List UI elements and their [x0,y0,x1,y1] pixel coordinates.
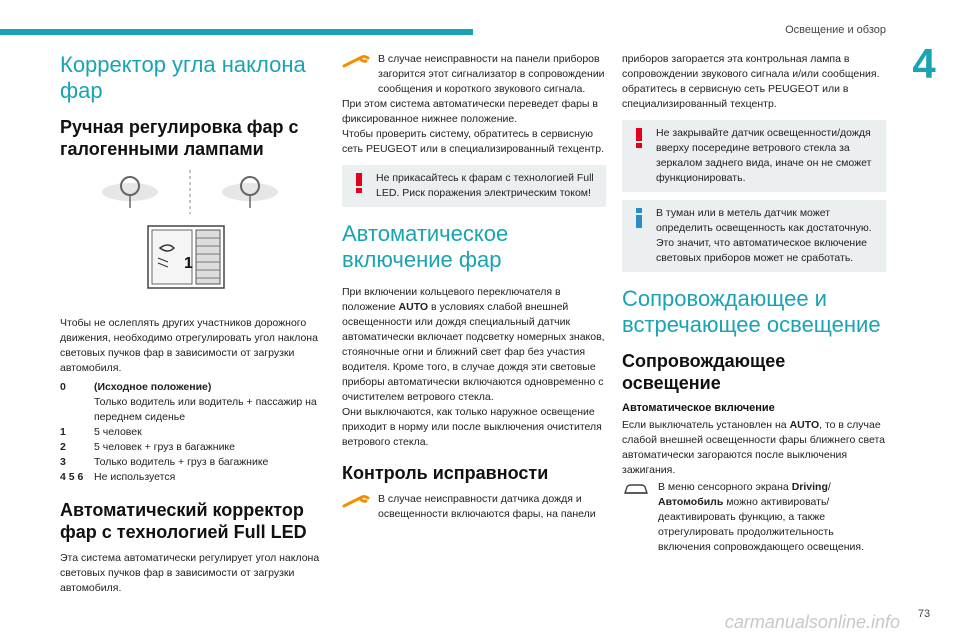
warning-icon [352,173,366,193]
column-1 [60,52,324,596]
legend-text: 5 человек [94,426,142,438]
info-text: В туман или в метель датчик может определить освещенность как достаточную. Это значит, что автоматическое включение световых приборов может не сработать. [656,207,872,264]
auto-activation-heading: Автоматическое включение [622,402,775,414]
legend-key: 3 [60,456,66,468]
control-block [342,492,606,522]
wrench-icon [342,54,370,68]
headlamp-figure [60,168,324,308]
auto-lights-text-2: Они выключаются, как только наружное освещение приходит в норму или после выключения очистителя ветрового стекла. [342,406,602,448]
fault-text-2: При этом система автоматически переведет фары в фиксированное нижнее положение. [342,98,598,125]
legend-item [60,380,324,425]
wrench-icon [342,494,370,508]
menu-text: В меню сенсорного экрана Driving/Автомобиль можно активировать/деактивировать функцию, а также отрегулировать продолжительность включения сопровождающего освещения. [658,481,864,553]
fault-text: В случае неисправности на панели приборов загорится этот сигнализатор в сопровождении сообщения и короткого звукового сигнала. [378,53,605,95]
column-2 [342,52,606,522]
warning-icon [632,128,646,148]
running-head: Освещение и обзор [785,24,886,36]
subsection-auto-corrector: Автоматический корректор фар с технологией Full LED [60,500,307,542]
legend-item [60,455,324,470]
info-icon [632,208,646,228]
load-legend [60,380,324,485]
fault-block [342,52,606,97]
auto-activation-text: Если выключатель установлен на AUTO, то в случае слабой внешней освещенности фары ближнего света автоматически загораются после выключения зажигания. [622,419,886,476]
legend-key: 0 [60,381,66,393]
info-box [622,200,886,272]
legend-text: Не используется [94,471,176,483]
warning-text: Не прикасайтесь к фарам с технологией Full LED. Риск поражения электрическим током! [376,172,594,199]
chapter-number: 4 [912,40,936,87]
legend-item [60,425,324,440]
column-3 [622,52,886,555]
section-title-headlamp-adjust: Корректор угла наклона фар [60,52,306,103]
page-number: 73 [917,608,931,620]
menu-block [622,480,886,555]
legend-label: (Исходное положение) [94,381,212,393]
warning-box [622,120,886,192]
auto-corrector-text: Эта система автоматически регулирует угол наклона световых пучков фар в зависимости от загрузки автомобиля. [60,552,320,594]
subsection-guide-me-home: Сопровождающее освещение [622,351,786,393]
subsection-manual-adjust: Ручная регулировка фар с галогенными лампами [60,117,299,159]
legend-item [60,470,324,485]
legend-item [60,440,324,455]
subsection-control: Контроль исправности [342,463,549,483]
section-title-guide-me-home: Сопровождающее и встречающее освещение [622,286,881,337]
steering-wheel-icon [102,177,158,208]
section-title-auto-lights: Автоматическое включение фар [342,221,509,272]
control-text: В случае неисправности датчика дождя и освещенности включаются фары, на панели [378,493,596,520]
fault-text-3: Чтобы проверить систему, обратитесь в сервисную сеть PEUGEOT или в специализированный техцентр. [342,128,604,155]
legend-key: 1 [60,426,66,438]
watermark: carmanualsonline.info [724,612,900,632]
auto-lights-text: При включении кольцевого переключателя в положение AUTO в условиях слабой внешней освещенности или дождя специальный датчик автоматически включает подсветку номерных знаков, стояночные огни и ближний свет фар без участия водителя. Кроме того, в случае дождя эти световые приборы автоматически включаются одновременно с очистителем ветрового стекла. [342,286,605,403]
legend-text: Только водитель или водитель + пассажир на переднем сиденье [94,396,317,423]
warning-box [342,165,606,207]
steering-wheel-icon [222,177,278,208]
legend-text: 5 человек + груз в багажнике [94,441,235,453]
warning-text: Не закрывайте датчик освещенности/дождя вверху посередине ветрового стекла за зеркалом заднего вида, иначе он не сможет функционировать. [656,127,872,184]
car-icon [622,482,650,496]
legend-key: 4 5 6 [60,471,84,483]
continued-text: приборов загорается эта контрольная лампа в сопровождении звукового сигнала и/или сообщения. обратитесь в сервисную сеть PEUGEOT или в специализированный техцентр. [622,53,880,110]
header-accent-bar [0,29,473,35]
legend-key: 2 [60,441,66,453]
intro-text: Чтобы не ослеплять других участников дорожного движения, необходимо отрегулировать угол наклона световых пучков фар в зависимости от загрузки автомобиля. [60,317,318,374]
legend-text: Только водитель + груз в багажнике [94,456,269,468]
dial-digit: 1 [184,255,193,272]
